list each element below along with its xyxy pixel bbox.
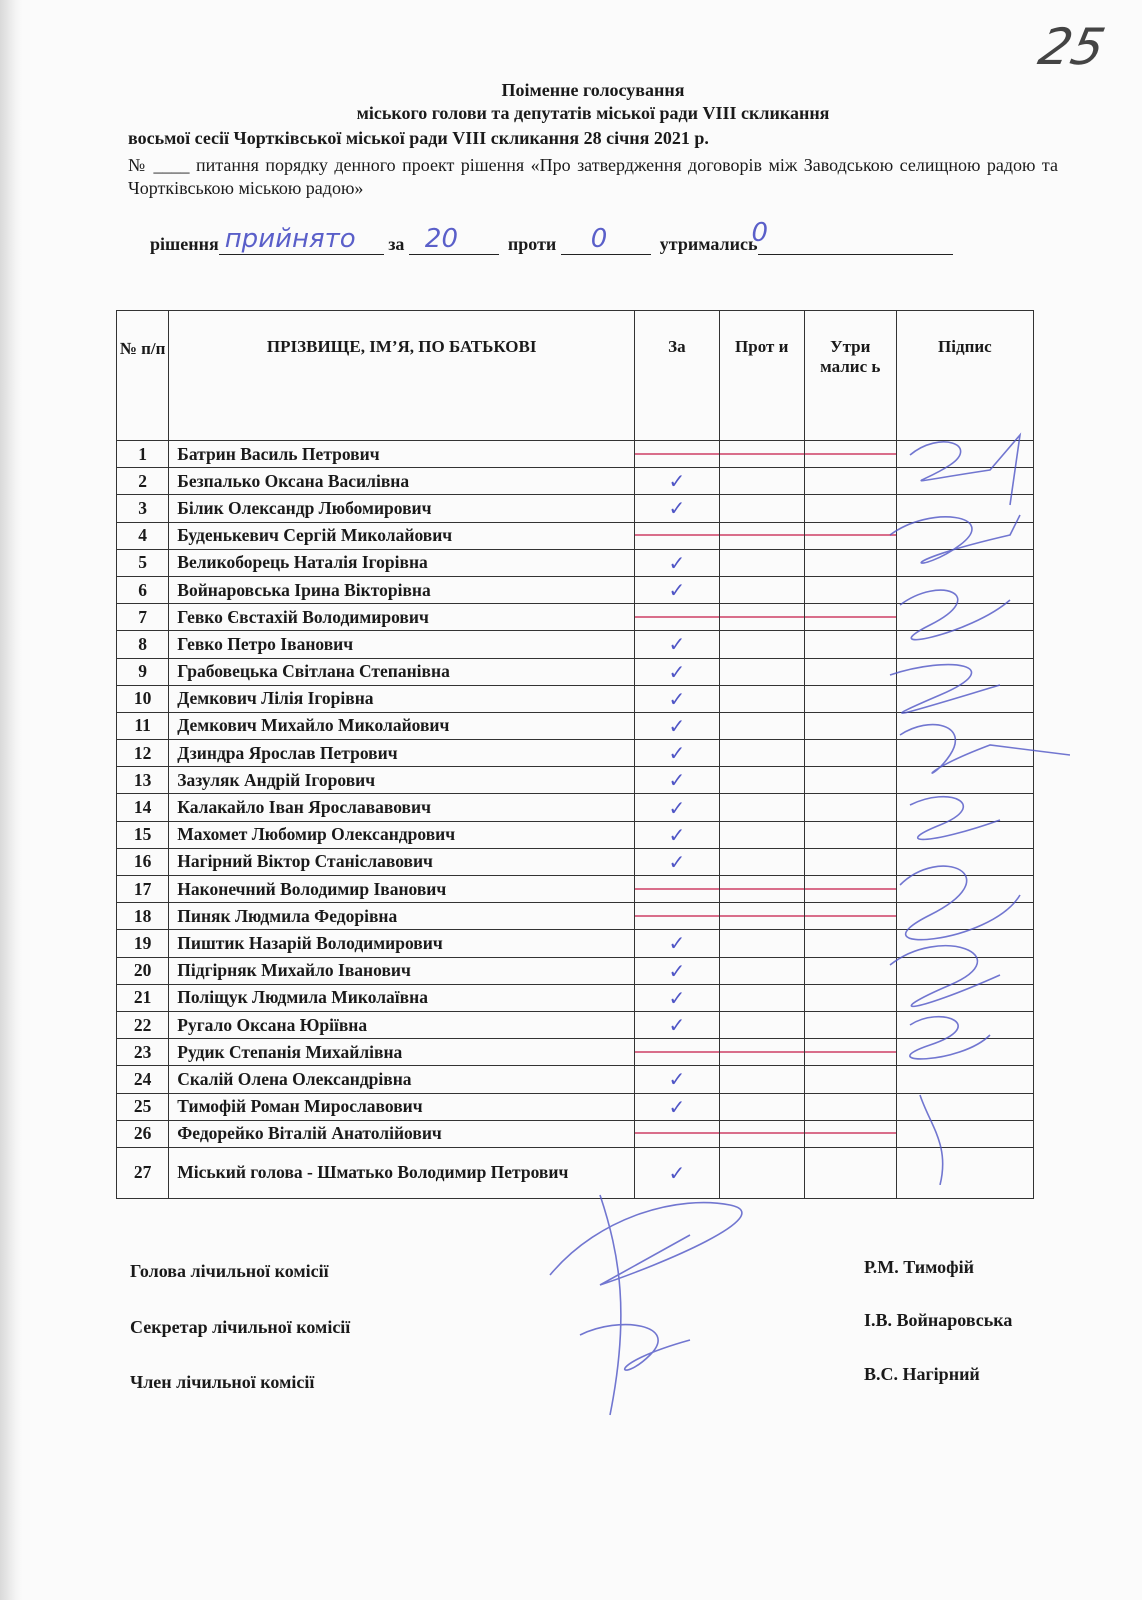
row-abstain-cell (804, 631, 896, 658)
row-against-cell (719, 522, 804, 549)
checkmark-icon: ✓ (668, 1094, 686, 1119)
secretary-label: Секретар лічильної комісії (130, 1317, 351, 1337)
row-against-cell (719, 441, 804, 468)
roll-call-table (116, 310, 1034, 1199)
row-against-cell (719, 658, 804, 685)
header-for: За (635, 311, 720, 441)
row-number: 3 (117, 495, 169, 522)
header-abstain: Утри малис ь (804, 311, 896, 441)
table-row (117, 984, 1034, 1011)
row-signature-cell (896, 876, 1033, 903)
row-number: 14 (117, 794, 169, 821)
row-name: Безпалько Оксана Василівна (169, 468, 635, 495)
row-number: 17 (117, 876, 169, 903)
row-name: Скалій Олена Олександрівна (169, 1066, 635, 1093)
row-signature-cell (896, 930, 1033, 957)
decision-label: рішення (150, 234, 219, 254)
row-name: Дзиндра Ярослав Петрович (169, 740, 635, 767)
secretary-name: І.В. Войнаровська (864, 1310, 1013, 1330)
row-against-cell (719, 712, 804, 739)
row-for-cell (635, 903, 720, 930)
row-signature-cell (896, 794, 1033, 821)
chair-name: Р.М. Тимофій (864, 1257, 975, 1277)
row-abstain-cell (804, 685, 896, 712)
checkmark-icon: ✓ (668, 632, 686, 657)
against-label: проти (507, 234, 557, 254)
decision-field (219, 224, 384, 255)
row-abstain-cell (804, 903, 896, 930)
checkmark-icon: ✓ (668, 496, 686, 521)
row-signature-cell (896, 522, 1033, 549)
checkmark-icon: ✓ (668, 985, 686, 1010)
row-abstain-cell (804, 549, 896, 576)
row-signature-cell (896, 848, 1033, 875)
row-name: Тимофій Роман Мирославович (169, 1093, 635, 1120)
checkmark-icon: ✓ (668, 849, 686, 874)
member-label: Член лічильної комісії (130, 1372, 315, 1392)
row-abstain-cell (804, 821, 896, 848)
table-row (117, 1066, 1034, 1093)
row-for-cell (635, 1120, 720, 1147)
table-row (117, 876, 1034, 903)
vote-result-line (150, 218, 1040, 255)
row-name: Федорейко Віталій Анатолійович (169, 1120, 635, 1147)
row-name: Буденькевич Сергій Миколайович (169, 522, 635, 549)
checkmark-icon: ✓ (668, 1160, 686, 1185)
row-signature-cell (896, 984, 1033, 1011)
table-row (117, 576, 1034, 603)
row-name: Великоборець Наталія Ігорівна (169, 549, 635, 576)
row-name: Войнаровська Ірина Вікторівна (169, 576, 635, 603)
row-against-cell (719, 631, 804, 658)
row-for-cell (635, 441, 720, 468)
row-signature-cell (896, 821, 1033, 848)
row-for-cell (635, 794, 720, 821)
chair-label: Голова лічильної комісії (130, 1261, 329, 1281)
row-for-cell (635, 576, 720, 603)
table-row (117, 821, 1034, 848)
row-number: 15 (117, 821, 169, 848)
row-for-cell (635, 930, 720, 957)
row-signature-cell (896, 1011, 1033, 1038)
table-row (117, 848, 1034, 875)
row-number: 25 (117, 1093, 169, 1120)
row-number: 18 (117, 903, 169, 930)
commission-signatures (540, 1175, 760, 1435)
abstain-field (751, 218, 953, 255)
row-number: 20 (117, 957, 169, 984)
row-signature-cell (896, 549, 1033, 576)
table-row (117, 604, 1034, 631)
row-against-cell (719, 1066, 804, 1093)
row-for-cell (635, 522, 720, 549)
row-against-cell (719, 685, 804, 712)
row-abstain-cell (804, 468, 896, 495)
row-against-cell (719, 1011, 804, 1038)
checkmark-icon: ✓ (668, 686, 686, 711)
row-signature-cell (896, 767, 1033, 794)
row-name: Пиштик Назарій Володимирович (169, 930, 635, 957)
row-signature-cell (896, 1120, 1033, 1147)
table-row (117, 495, 1034, 522)
row-number: 26 (117, 1120, 169, 1147)
row-name: Підгірняк Михайло Іванович (169, 957, 635, 984)
row-against-cell (719, 794, 804, 821)
row-for-cell (635, 767, 720, 794)
for-field (409, 224, 499, 255)
document-title: Поіменне голосування (501, 80, 685, 100)
row-number: 27 (117, 1147, 169, 1198)
row-for-cell (635, 740, 720, 767)
row-for-cell (635, 1039, 720, 1066)
row-against-cell (719, 930, 804, 957)
checkmark-icon: ✓ (668, 578, 686, 603)
row-name: Наконечний Володимир Іванович (169, 876, 635, 903)
row-for-cell (635, 495, 720, 522)
row-signature-cell (896, 576, 1033, 603)
row-number: 13 (117, 767, 169, 794)
checkmark-icon: ✓ (668, 550, 686, 575)
row-name: Зазуляк Андрій Ігорович (169, 767, 635, 794)
row-name: Махомет Любомир Олександрович (169, 821, 635, 848)
row-abstain-cell (804, 1039, 896, 1066)
row-abstain-cell (804, 740, 896, 767)
row-signature-cell (896, 468, 1033, 495)
row-signature-cell (896, 604, 1033, 631)
row-abstain-cell (804, 441, 896, 468)
row-number: 16 (117, 848, 169, 875)
row-name: Гевко Петро Іванович (169, 631, 635, 658)
row-number: 2 (117, 468, 169, 495)
row-number: 5 (117, 549, 169, 576)
member-name: В.С. Нагірний (864, 1364, 980, 1384)
row-for-cell (635, 1147, 720, 1198)
row-for-cell (635, 876, 720, 903)
row-against-cell (719, 549, 804, 576)
checkmark-icon: ✓ (668, 713, 686, 738)
row-number: 7 (117, 604, 169, 631)
row-for-cell (635, 468, 720, 495)
row-against-cell (719, 848, 804, 875)
document-subtitle: міського голови та депутатів міської ради VIII скликання (356, 103, 830, 123)
row-abstain-cell (804, 658, 896, 685)
row-number: 4 (117, 522, 169, 549)
row-for-cell (635, 1066, 720, 1093)
row-signature-cell (896, 495, 1033, 522)
table-row (117, 1120, 1034, 1147)
row-name: Поліщук Людмила Миколаївна (169, 984, 635, 1011)
row-against-cell (719, 576, 804, 603)
row-name: Нагірний Віктор Станіславович (169, 848, 635, 875)
row-abstain-cell (804, 1093, 896, 1120)
row-signature-cell (896, 1039, 1033, 1066)
table-row (117, 957, 1034, 984)
row-number: 1 (117, 441, 169, 468)
table-row (117, 549, 1034, 576)
row-abstain-cell (804, 876, 896, 903)
row-for-cell (635, 549, 720, 576)
table-row (117, 1147, 1034, 1198)
row-name: Рудик Степанія Михайлівна (169, 1039, 635, 1066)
table-row (117, 441, 1034, 468)
checkmark-icon: ✓ (668, 741, 686, 766)
for-value: 20 (424, 224, 459, 254)
row-against-cell (719, 740, 804, 767)
row-abstain-cell (804, 1147, 896, 1198)
table-row (117, 1039, 1034, 1066)
scan-edge-shadow (0, 0, 22, 1600)
row-abstain-cell (804, 1011, 896, 1038)
row-for-cell (635, 658, 720, 685)
row-against-cell (719, 1147, 804, 1198)
row-number: 11 (117, 712, 169, 739)
row-for-cell (635, 631, 720, 658)
checkmark-icon: ✓ (668, 931, 686, 956)
table-row (117, 930, 1034, 957)
table-header-row (117, 311, 1034, 441)
row-number: 21 (117, 984, 169, 1011)
row-abstain-cell (804, 604, 896, 631)
table-row (117, 685, 1034, 712)
row-signature-cell (896, 957, 1033, 984)
table-row (117, 468, 1034, 495)
table-row (117, 522, 1034, 549)
row-abstain-cell (804, 712, 896, 739)
row-signature-cell (896, 685, 1033, 712)
row-against-cell (719, 1039, 804, 1066)
table-row (117, 1093, 1034, 1120)
row-abstain-cell (804, 930, 896, 957)
header-number: № п/п (117, 311, 169, 441)
row-number: 19 (117, 930, 169, 957)
row-for-cell (635, 712, 720, 739)
row-against-cell (719, 821, 804, 848)
row-name: Ругало Оксана Юріївна (169, 1011, 635, 1038)
row-for-cell (635, 821, 720, 848)
row-name: Гевко Євстахій Володимирович (169, 604, 635, 631)
row-name: Грабовецька Світлана Степанівна (169, 658, 635, 685)
row-name: Білик Олександр Любомирович (169, 495, 635, 522)
row-number: 12 (117, 740, 169, 767)
row-against-cell (719, 957, 804, 984)
row-abstain-cell (804, 848, 896, 875)
checkmark-icon: ✓ (668, 659, 686, 684)
row-number: 23 (117, 1039, 169, 1066)
table-row (117, 767, 1034, 794)
agenda-question: № ____ питання порядку денного проект рішення «Про затвердження договорів між Заводською селищною радою та Чортківською міською радою» (128, 155, 1058, 198)
row-number: 8 (117, 631, 169, 658)
checkmark-icon: ✓ (668, 958, 686, 983)
row-signature-cell (896, 1093, 1033, 1120)
row-abstain-cell (804, 984, 896, 1011)
checkmark-icon: ✓ (668, 795, 686, 820)
row-number: 6 (117, 576, 169, 603)
checkmark-icon: ✓ (668, 469, 686, 494)
table-row (117, 1011, 1034, 1038)
abstain-value: 0 (751, 218, 769, 248)
row-abstain-cell (804, 495, 896, 522)
row-number: 22 (117, 1011, 169, 1038)
row-for-cell (635, 957, 720, 984)
checkmark-icon: ✓ (668, 822, 686, 847)
row-for-cell (635, 848, 720, 875)
header-name: ПРІЗВИЩЕ, ІМ’Я, ПО БАТЬКОВІ (169, 311, 635, 441)
row-for-cell (635, 1093, 720, 1120)
row-name: Пиняк Людмила Федорівна (169, 903, 635, 930)
row-abstain-cell (804, 957, 896, 984)
row-for-cell (635, 685, 720, 712)
row-signature-cell (896, 903, 1033, 930)
table-row (117, 712, 1034, 739)
row-abstain-cell (804, 767, 896, 794)
row-number: 9 (117, 658, 169, 685)
table-row (117, 740, 1034, 767)
for-label: за (388, 234, 405, 254)
row-number: 10 (117, 685, 169, 712)
row-abstain-cell (804, 576, 896, 603)
session-line: восьмої сесії Чортківської міської ради VIII скликання 28 січня 2021 р. (128, 128, 709, 148)
header-signature: Підпис (896, 311, 1033, 441)
table-row (117, 903, 1034, 930)
row-for-cell (635, 604, 720, 631)
checkmark-icon: ✓ (668, 768, 686, 793)
row-against-cell (719, 604, 804, 631)
abstain-label: утримались (659, 234, 758, 254)
row-abstain-cell (804, 1066, 896, 1093)
header-against: Прот и (719, 311, 804, 441)
row-against-cell (719, 903, 804, 930)
handwritten-page-number: 25 (1033, 18, 1110, 76)
row-signature-cell (896, 712, 1033, 739)
decision-value: прийнято (224, 224, 356, 254)
row-name: Демкович Михайло Миколайович (169, 712, 635, 739)
checkmark-icon: ✓ (668, 1067, 686, 1092)
row-name: Батрин Василь Петрович (169, 441, 635, 468)
row-name: Калакайло Іван Ярослававович (169, 794, 635, 821)
against-field (561, 224, 651, 255)
row-against-cell (719, 767, 804, 794)
row-signature-cell (896, 631, 1033, 658)
table-row (117, 658, 1034, 685)
against-value: 0 (590, 224, 608, 254)
row-for-cell (635, 984, 720, 1011)
row-abstain-cell (804, 794, 896, 821)
row-abstain-cell (804, 522, 896, 549)
row-signature-cell (896, 1147, 1033, 1198)
row-name: Демкович Лілія Ігорівна (169, 685, 635, 712)
row-for-cell (635, 1011, 720, 1038)
table-row (117, 631, 1034, 658)
row-signature-cell (896, 740, 1033, 767)
checkmark-icon: ✓ (668, 1013, 686, 1038)
row-against-cell (719, 468, 804, 495)
row-signature-cell (896, 1066, 1033, 1093)
row-signature-cell (896, 658, 1033, 685)
row-abstain-cell (804, 1120, 896, 1147)
row-against-cell (719, 495, 804, 522)
row-signature-cell (896, 441, 1033, 468)
table-row (117, 794, 1034, 821)
row-number: 24 (117, 1066, 169, 1093)
row-against-cell (719, 984, 804, 1011)
row-name: Міський голова - Шматько Володимир Петрович (169, 1147, 635, 1198)
row-against-cell (719, 876, 804, 903)
row-against-cell (719, 1120, 804, 1147)
row-against-cell (719, 1093, 804, 1120)
